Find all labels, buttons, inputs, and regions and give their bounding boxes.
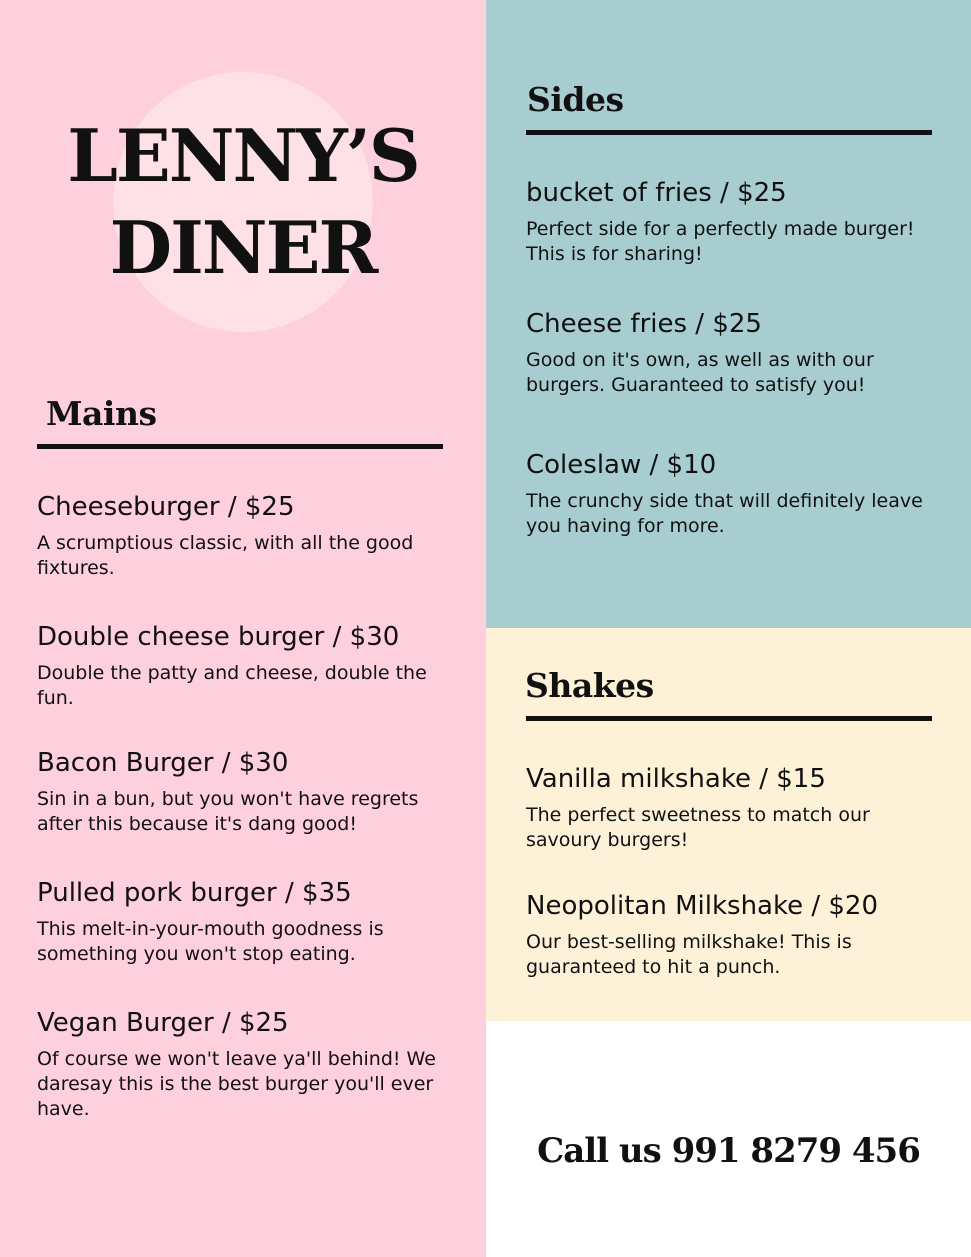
shakes-panel bbox=[486, 628, 971, 1021]
menu-item-description: The crunchy side that will definitely leave you having for more. bbox=[526, 490, 923, 537]
brand-line-2: DINER bbox=[109, 205, 377, 290]
menu-item bbox=[37, 747, 477, 837]
shakes-divider bbox=[526, 716, 932, 721]
mains-heading: Mains bbox=[46, 394, 157, 433]
menu-item-title: Double cheese burger / $30 bbox=[37, 622, 400, 652]
menu-item-title: bucket of fries / $25 bbox=[526, 178, 787, 208]
menu-item bbox=[526, 177, 956, 267]
menu-item-description: This melt-in-your-mouth goodness is something you won't stop eating. bbox=[37, 918, 384, 965]
brand-line-1: LENNY’S bbox=[67, 113, 419, 198]
menu-item-title: Cheese fries / $25 bbox=[526, 309, 762, 339]
menu-item-title: Vanilla milkshake / $15 bbox=[526, 764, 826, 794]
sides-divider bbox=[526, 130, 932, 135]
menu-item bbox=[526, 449, 956, 539]
menu-item-description: Sin in a bun, but you won't have regrets after this because it's dang good! bbox=[37, 788, 419, 835]
menu-item bbox=[526, 890, 956, 980]
contact-panel bbox=[486, 1021, 971, 1257]
menu-item-description: Of course we won't leave ya'll behind! We daresay this is the best burger you'll ever have. bbox=[37, 1048, 436, 1120]
sides-panel bbox=[486, 0, 971, 628]
menu-item bbox=[37, 491, 467, 581]
menu-item-description: Double the patty and cheese, double the fun. bbox=[37, 662, 427, 709]
menu-item-title: Coleslaw / $10 bbox=[526, 450, 717, 480]
menu-item-title: Bacon Burger / $30 bbox=[37, 748, 289, 778]
menu-item bbox=[526, 763, 956, 853]
menu-item bbox=[37, 1007, 467, 1122]
menu-item-description: Our best-selling milkshake! This is guaranteed to hit a punch. bbox=[526, 931, 852, 978]
menu-item-title: Pulled pork burger / $35 bbox=[37, 878, 352, 908]
menu-item-title: Neopolitan Milkshake / $20 bbox=[526, 891, 879, 921]
phone-contact: Call us 991 8279 456 bbox=[537, 1131, 920, 1171]
menu-item-description: The perfect sweetness to match our savoury burgers! bbox=[526, 804, 870, 851]
menu-item-title: Vegan Burger / $25 bbox=[37, 1008, 289, 1038]
brand-title bbox=[0, 110, 486, 294]
mains-divider bbox=[37, 444, 443, 449]
menu-item-title: Cheeseburger / $25 bbox=[37, 492, 295, 522]
menu-item bbox=[526, 308, 956, 398]
sides-heading: Sides bbox=[527, 80, 624, 119]
menu-item bbox=[37, 877, 467, 967]
menu-item-description: Perfect side for a perfectly made burger! This is for sharing! bbox=[526, 218, 915, 265]
menu-item-description: Good on it's own, as well as with our burgers. Guaranteed to satisfy you! bbox=[526, 349, 874, 396]
menu-item-description: A scrumptious classic, with all the good fixtures. bbox=[37, 532, 414, 579]
shakes-heading: Shakes bbox=[525, 666, 654, 705]
menu-item bbox=[37, 621, 467, 711]
